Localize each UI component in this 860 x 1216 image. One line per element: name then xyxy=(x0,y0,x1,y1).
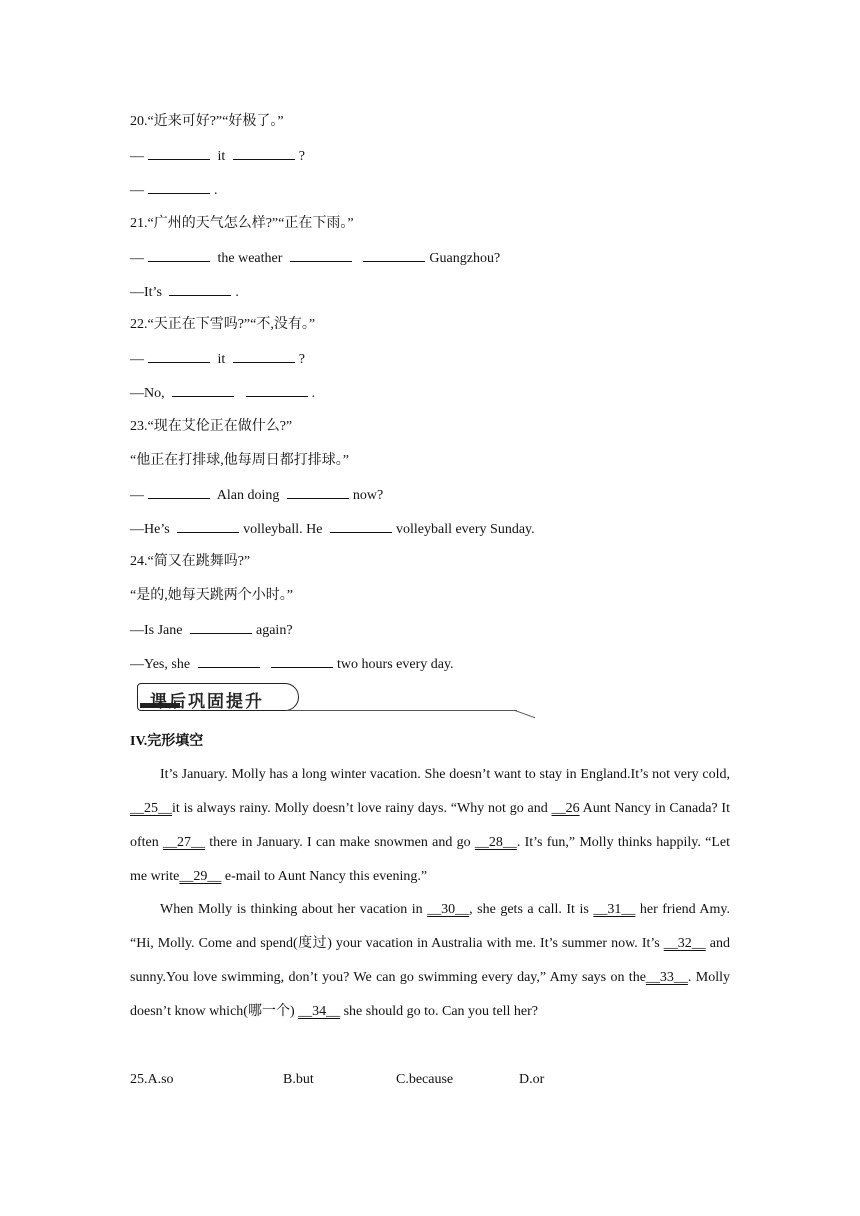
text-fragment: —Yes, she xyxy=(130,657,191,672)
answer-blank[interactable] xyxy=(148,147,210,160)
cloze-blank-28: __28__ xyxy=(474,835,517,850)
cloze-blank-29: __29__ xyxy=(179,869,222,884)
cloze-blank-33: __33__ xyxy=(645,970,688,985)
section-title: IV.完形填空 xyxy=(130,734,204,749)
text-fragment: —Is Jane xyxy=(130,623,183,638)
q24-prompt2: “是的,她每天跳两个小时。” xyxy=(130,588,293,603)
q22-line2 xyxy=(130,384,315,403)
q21-line1 xyxy=(130,249,500,268)
banner-label: 课后巩固提升 xyxy=(150,692,264,712)
answer-blank[interactable] xyxy=(177,520,239,533)
passage-text: It’s January. Molly has a long winter vacation. She doesn’t want to stay in England.It’s not very cold, xyxy=(160,767,730,782)
passage-text: her friend Amy. “Hi, Molly. Come and spend(度过) your vacation in Australia with me. It’s summer now. It’s xyxy=(130,902,731,951)
q24-line2 xyxy=(130,655,454,674)
text-fragment: . xyxy=(214,183,218,198)
answer-blank[interactable] xyxy=(190,621,252,634)
passage-text: When Molly is thinking about her vacation in xyxy=(160,902,428,917)
passage-text: it is always rainy. Molly doesn’t love rainy days. “Why not go and xyxy=(172,801,552,816)
banner-tab xyxy=(137,683,299,711)
answer-blank[interactable] xyxy=(233,147,295,160)
section-banner xyxy=(137,683,537,723)
passage-text: and sunny.You love swimming, don’t you? We can go swimming every day,” Amy says on the xyxy=(130,936,730,985)
text-fragment: volleyball. He xyxy=(243,522,323,537)
q21-line2 xyxy=(130,283,239,302)
banner-hook xyxy=(515,710,535,726)
text-fragment: . xyxy=(235,285,239,300)
text-fragment: the weather xyxy=(217,251,283,266)
text-fragment: it xyxy=(217,352,226,367)
cloze-blank-27: __27__ xyxy=(163,835,206,850)
text-fragment: Alan doing xyxy=(216,488,280,503)
passage-text: . Molly doesn’t know which(哪一个) xyxy=(130,970,730,1019)
passage-text: Aunt Nancy in Canada? It often xyxy=(130,801,730,850)
text-fragment: —He’s xyxy=(130,522,170,537)
option-c[interactable]: C.because xyxy=(396,1072,454,1087)
text-fragment: now? xyxy=(352,488,384,503)
q25-options xyxy=(130,1071,544,1089)
q23-line1 xyxy=(130,486,383,505)
answer-blank[interactable] xyxy=(271,655,333,668)
cloze-blank-32: __32__ xyxy=(663,936,706,951)
option-a[interactable]: 25.A.so xyxy=(130,1072,174,1087)
text-fragment: —No, xyxy=(130,386,165,401)
answer-blank[interactable] xyxy=(148,486,210,499)
answer-blank[interactable] xyxy=(363,249,425,262)
text-fragment: again? xyxy=(256,623,293,638)
answer-blank[interactable] xyxy=(198,655,260,668)
answer-blank[interactable] xyxy=(287,486,349,499)
q23-line2 xyxy=(130,520,535,539)
passage-text: , she gets a call. It is xyxy=(469,902,594,917)
dash: — xyxy=(130,149,144,164)
q24-line1 xyxy=(130,621,293,640)
q24-prompt: 24.“简又在跳舞吗?” xyxy=(130,554,251,569)
dash: — xyxy=(130,183,144,198)
text-fragment: ? xyxy=(298,352,305,367)
answer-blank[interactable] xyxy=(246,384,308,397)
passage-text: . It’s fun,” Molly thinks happily. “Let me write xyxy=(130,835,731,884)
cloze-blank-25: __25__ xyxy=(130,801,172,816)
q20-line1 xyxy=(130,147,305,166)
q23-prompt2: “他正在打排球,他每周日都打排球。” xyxy=(130,453,349,468)
q20-line2 xyxy=(130,181,218,200)
dash: — xyxy=(130,251,144,266)
answer-blank[interactable] xyxy=(148,249,210,262)
answer-blank[interactable] xyxy=(290,249,352,262)
cloze-blank-31: __31__ xyxy=(593,902,636,917)
passage-text: e-mail to Aunt Nancy this evening.” xyxy=(221,869,428,884)
cloze-blank-34: __34__ xyxy=(298,1004,341,1019)
answer-blank[interactable] xyxy=(169,283,231,296)
answer-blank[interactable] xyxy=(148,181,210,194)
passage-text: she should go to. Can you tell her? xyxy=(340,1004,539,1019)
q23-prompt: 23.“现在艾伦正在做什么?” xyxy=(130,419,293,434)
cloze-blank-26: __26 xyxy=(551,801,580,816)
text-fragment: —It’s xyxy=(130,285,162,300)
q22-prompt: 22.“天正在下雪吗?”“不,没有。” xyxy=(130,317,316,332)
dash: — xyxy=(130,352,144,367)
option-d[interactable]: D.or xyxy=(519,1072,545,1087)
answer-blank[interactable] xyxy=(330,520,392,533)
text-fragment: volleyball every Sunday. xyxy=(395,522,535,537)
answer-blank[interactable] xyxy=(172,384,234,397)
text-fragment: it xyxy=(217,149,226,164)
passage-paragraph-1 xyxy=(130,758,730,894)
passage-paragraph-2 xyxy=(130,893,730,1029)
option-b[interactable]: B.but xyxy=(283,1072,314,1087)
cloze-blank-30: __30__ xyxy=(427,902,470,917)
answer-blank[interactable] xyxy=(148,350,210,363)
text-fragment: . xyxy=(311,386,316,401)
q21-prompt: 21.“广州的天气怎么样?”“正在下雨。” xyxy=(130,216,354,231)
text-fragment: two hours every day. xyxy=(337,657,454,672)
passage-text: there in January. I can make snowmen and go xyxy=(205,835,475,850)
banner-rule xyxy=(287,710,517,711)
text-fragment: ? xyxy=(298,149,305,164)
q22-line1 xyxy=(130,350,305,369)
text-fragment: Guangzhou? xyxy=(429,251,501,266)
q20-prompt: 20.“近来可好?”“好极了。” xyxy=(130,114,284,129)
answer-blank[interactable] xyxy=(233,350,295,363)
dash: — xyxy=(130,488,144,503)
